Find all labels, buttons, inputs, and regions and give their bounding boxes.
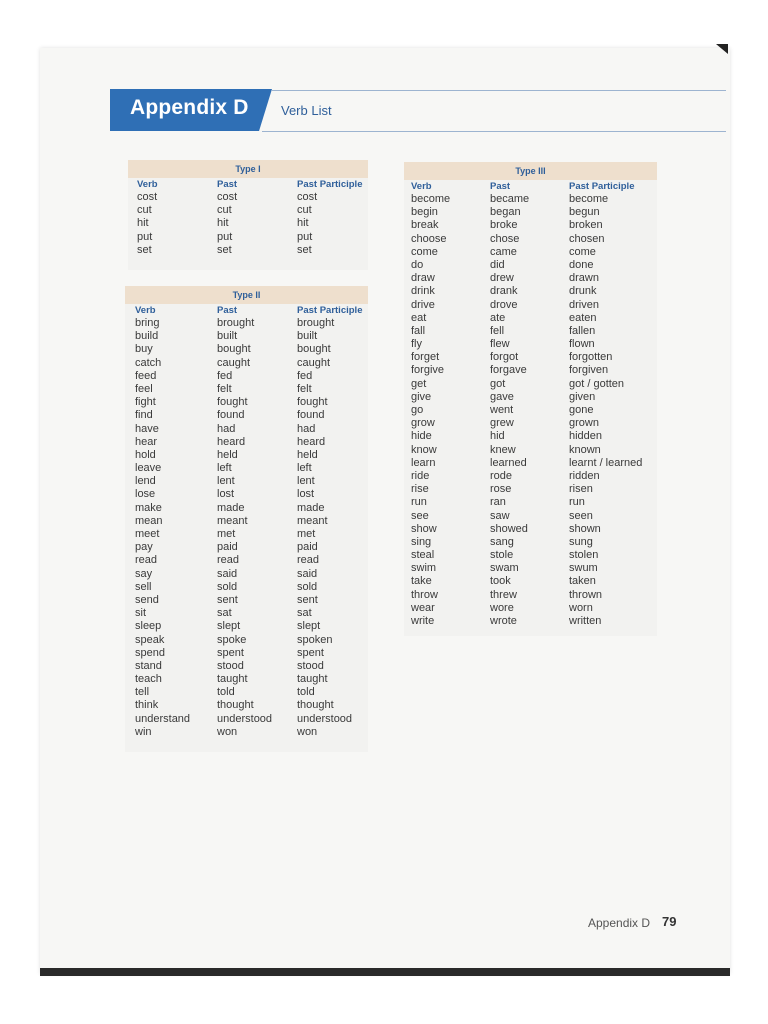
table-cell: thought [297, 699, 334, 712]
type-3-verb-column [411, 180, 450, 628]
table-cell: stood [297, 659, 324, 672]
table-cell: bought [217, 343, 251, 356]
participle-header: Past Participle [297, 179, 363, 190]
table-cell: drink [411, 285, 435, 298]
table-cell: learnt / learned [569, 456, 643, 469]
table-cell: spoken [297, 633, 333, 646]
table-cell: set [297, 243, 312, 256]
table-cell: felt [217, 382, 232, 395]
table-cell: drew [490, 272, 514, 285]
table-cell: lost [217, 488, 235, 501]
table-cell: held [297, 448, 318, 461]
table-cell: hit [217, 217, 229, 230]
type-3-title: Type III [404, 162, 657, 180]
table-cell: drunk [569, 285, 597, 298]
table-cell: have [135, 422, 159, 435]
table-cell: taught [217, 673, 248, 686]
table-cell: speak [135, 633, 165, 646]
table-cell: did [490, 258, 505, 271]
table-cell: forgave [490, 364, 527, 377]
table-cell: lend [135, 475, 156, 488]
table-cell: broken [569, 219, 603, 232]
table-cell: stole [490, 549, 514, 562]
table-cell: stood [217, 659, 244, 672]
table-cell: grow [411, 417, 435, 430]
table-cell: knew [490, 443, 516, 456]
past-header: Past [217, 179, 238, 190]
table-cell: went [490, 404, 514, 416]
table-cell: draw [411, 272, 435, 285]
table-cell: ride [411, 469, 430, 482]
table-cell: sold [217, 580, 238, 593]
type-1-past-column [217, 178, 237, 257]
table-cell: bought [297, 343, 331, 356]
table-cell: rise [411, 483, 429, 496]
type-1-title: Type I [128, 160, 368, 178]
table-cell: sent [297, 593, 318, 606]
table-cell: learned [490, 456, 527, 469]
table-cell: set [217, 243, 232, 256]
table-cell: had [297, 422, 316, 435]
participle-header: Past Participle [297, 305, 363, 316]
table-cell: began [490, 206, 521, 219]
table-cell: given [569, 390, 596, 403]
table-cell: begin [411, 206, 438, 219]
table-cell: catch [135, 356, 162, 369]
table-cell: hid [490, 430, 505, 443]
table-cell: hit [137, 217, 149, 230]
type-2-participle-column [297, 304, 362, 739]
table-cell: build [135, 330, 159, 343]
table-cell: swam [490, 562, 519, 575]
table-cell: buy [135, 343, 153, 356]
table-cell: flew [490, 338, 510, 351]
table-cell: lent [217, 475, 235, 488]
table-cell: drove [490, 298, 518, 311]
table-cell: hit [297, 217, 309, 230]
type-2-table [125, 286, 368, 752]
table-cell: said [217, 567, 238, 580]
table-cell: stand [135, 659, 162, 672]
table-cell: forget [411, 351, 440, 364]
table-cell: see [411, 509, 429, 522]
table-cell: stolen [569, 549, 599, 562]
table-cell: cost [297, 191, 318, 203]
table-cell: rode [490, 469, 513, 482]
page-bottom-edge [40, 968, 730, 976]
table-cell: make [135, 501, 162, 514]
table-cell: built [217, 330, 238, 343]
table-cell: eaten [569, 311, 597, 324]
type-2-title: Type II [125, 286, 368, 304]
table-cell: met [297, 528, 316, 540]
past-list [217, 317, 272, 739]
table-cell: showed [490, 522, 528, 535]
table-cell: hear [135, 435, 158, 448]
table-cell: learn [411, 456, 436, 469]
table-cell: ran [490, 496, 506, 509]
type-2-verb-column [135, 304, 190, 739]
table-cell: spent [217, 646, 244, 659]
table-cell: drank [490, 285, 518, 298]
table-cell: fell [490, 324, 505, 337]
table-cell: do [411, 258, 424, 271]
table-cell: seen [569, 509, 593, 522]
table-cell: give [411, 390, 432, 403]
page-number: 79 [662, 914, 677, 929]
table-cell: hold [135, 448, 156, 461]
table-cell: take [411, 575, 432, 588]
table-cell: paid [297, 541, 318, 554]
table-cell: sold [297, 580, 318, 593]
table-cell: fought [297, 396, 328, 409]
table-cell: gone [569, 404, 594, 416]
table-cell: spend [135, 646, 165, 659]
table-cell: come [411, 245, 438, 258]
table-cell: caught [217, 356, 251, 369]
table-cell: ate [490, 311, 506, 324]
type-1-verb-column [137, 178, 158, 257]
table-cell: put [137, 230, 153, 243]
past-list [490, 193, 529, 628]
table-cell: fallen [569, 324, 596, 337]
table-cell: bring [135, 317, 160, 329]
table-cell: taught [297, 673, 328, 686]
table-cell: broke [490, 219, 518, 232]
table-cell: known [569, 443, 601, 456]
table-cell: come [569, 245, 596, 258]
table-cell: slept [297, 620, 321, 633]
table-cell: say [135, 567, 153, 580]
verb-header: Verb [137, 179, 158, 190]
table-cell: put [297, 230, 313, 243]
table-cell: fall [411, 324, 426, 337]
table-cell: worn [569, 601, 593, 614]
appendix-title: Appendix D [130, 96, 249, 119]
table-cell: drawn [569, 272, 599, 285]
verb-list [135, 317, 190, 739]
table-cell: held [217, 448, 238, 461]
table-cell: left [217, 462, 232, 475]
table-cell: begun [569, 206, 600, 219]
table-cell: wrote [490, 615, 517, 627]
past-list [217, 191, 237, 257]
type-1-participle-column [297, 178, 362, 257]
type-2-past-column [217, 304, 272, 739]
table-cell: fly [411, 338, 422, 351]
appendix-subtitle: Verb List [281, 103, 332, 118]
table-cell: told [297, 686, 315, 699]
table-cell: wore [490, 601, 514, 614]
table-cell: know [411, 443, 437, 456]
table-cell: swim [411, 562, 437, 575]
table-cell: meet [135, 528, 160, 540]
table-cell: got [490, 377, 506, 390]
table-cell: had [217, 422, 236, 435]
table-cell: pay [135, 541, 153, 554]
table-cell: set [137, 243, 152, 256]
past-header: Past [217, 305, 238, 316]
table-cell: drive [411, 298, 435, 311]
table-cell: sent [217, 593, 238, 606]
table-cell: lost [297, 488, 315, 501]
table-cell: read [217, 554, 240, 567]
table-cell: chose [490, 232, 520, 245]
table-cell: become [569, 193, 609, 205]
participle-list [569, 193, 642, 628]
table-cell: caught [297, 356, 331, 369]
table-cell: risen [569, 483, 593, 496]
table-cell: written [569, 615, 602, 627]
table-cell: threw [490, 588, 517, 601]
table-cell: hide [411, 430, 432, 443]
table-cell: brought [217, 317, 255, 329]
table-cell: leave [135, 462, 162, 475]
table-cell: done [569, 258, 594, 271]
table-cell: fought [217, 396, 248, 409]
table-cell: get [411, 377, 427, 390]
table-cell: tell [135, 686, 150, 699]
table-cell: steal [411, 549, 435, 562]
verb-list [137, 191, 158, 257]
table-cell: gave [490, 390, 514, 403]
table-cell: forgiven [569, 364, 609, 377]
table-cell: won [297, 725, 318, 738]
table-cell: sat [217, 607, 232, 620]
table-cell: brought [297, 317, 335, 329]
table-cell: read [297, 554, 320, 567]
table-cell: sit [135, 607, 146, 620]
table-cell: saw [490, 509, 510, 522]
type-3-past-column [490, 180, 529, 628]
verb-header: Verb [135, 305, 156, 316]
past-header: Past [490, 181, 511, 192]
table-cell: throw [411, 588, 438, 601]
table-cell: send [135, 593, 159, 606]
table-cell: sung [569, 535, 593, 548]
table-cell: cut [137, 204, 152, 217]
verb-list [411, 193, 450, 628]
table-cell: write [411, 615, 435, 627]
verb-header: Verb [411, 181, 432, 192]
participle-header: Past Participle [569, 181, 635, 192]
table-cell: paid [217, 541, 238, 554]
table-cell: spoke [217, 633, 247, 646]
table-cell: made [297, 501, 325, 514]
table-cell: sang [490, 535, 514, 548]
table-cell: hidden [569, 430, 603, 443]
type-3-participle-column [569, 180, 642, 628]
table-cell: left [297, 462, 312, 475]
table-cell: driven [569, 298, 599, 311]
table-cell: feed [135, 369, 157, 382]
table-cell: fed [297, 369, 313, 382]
table-cell: ridden [569, 469, 600, 482]
table-cell: cost [217, 191, 238, 203]
table-cell: teach [135, 673, 162, 686]
table-cell: put [217, 230, 233, 243]
table-cell: meant [217, 514, 248, 527]
table-cell: flown [569, 338, 595, 351]
table-cell: meant [297, 514, 328, 527]
table-cell: choose [411, 232, 447, 245]
table-cell: made [217, 501, 245, 514]
table-cell: found [297, 409, 325, 422]
table-cell: sat [297, 607, 312, 620]
table-cell: met [217, 528, 236, 540]
footer-label: Appendix D [588, 916, 651, 930]
table-cell: run [411, 496, 427, 509]
table-cell: rose [490, 483, 512, 496]
table-cell: feel [135, 382, 153, 395]
header-rule-bottom [262, 131, 726, 132]
table-cell: said [297, 567, 318, 580]
table-cell: heard [297, 435, 326, 448]
table-cell: find [135, 409, 153, 422]
table-cell: understood [297, 712, 353, 725]
table-cell: felt [297, 382, 312, 395]
table-cell: understood [217, 712, 273, 725]
table-cell: mean [135, 514, 163, 527]
table-cell: got / gotten [569, 377, 625, 390]
table-cell: told [217, 686, 235, 699]
table-cell: found [217, 409, 245, 422]
table-cell: came [490, 245, 517, 258]
table-cell: thrown [569, 588, 603, 601]
table-cell: built [297, 330, 318, 343]
table-cell: grew [490, 417, 514, 430]
table-cell: wear [411, 601, 435, 614]
table-cell: win [135, 725, 152, 738]
table-cell: thought [217, 699, 254, 712]
table-cell: go [411, 404, 424, 416]
table-cell: took [490, 575, 511, 588]
table-cell: cut [297, 204, 312, 217]
table-cell: won [217, 725, 238, 738]
header-rule-top [272, 90, 726, 91]
table-cell: fed [217, 369, 233, 382]
type-1-table [128, 160, 368, 270]
table-cell: chosen [569, 232, 605, 245]
table-cell: sell [135, 580, 152, 593]
table-cell: break [411, 219, 439, 232]
table-cell: lent [297, 475, 315, 488]
participle-list [297, 317, 362, 739]
table-cell: became [490, 193, 530, 205]
table-cell: eat [411, 311, 427, 324]
table-cell: think [135, 699, 159, 712]
table-cell: forgot [490, 351, 519, 364]
table-cell: swum [569, 562, 598, 575]
table-cell: fight [135, 396, 156, 409]
table-cell: understand [135, 712, 191, 725]
table-cell: cut [217, 204, 232, 217]
table-cell: lose [135, 488, 156, 501]
table-cell: forgotten [569, 351, 613, 364]
table-cell: cost [137, 191, 158, 203]
table-cell: sing [411, 535, 432, 548]
table-cell: heard [217, 435, 246, 448]
table-cell: forgive [411, 364, 445, 377]
table-cell: spent [297, 646, 324, 659]
table-cell: read [135, 554, 158, 567]
participle-list [297, 191, 362, 257]
table-cell: show [411, 522, 437, 535]
table-cell: taken [569, 575, 596, 588]
type-3-table [404, 162, 657, 636]
table-cell: become [411, 193, 451, 205]
table-cell: shown [569, 522, 601, 535]
table-cell: run [569, 496, 585, 509]
table-cell: sleep [135, 620, 162, 633]
table-cell: slept [217, 620, 241, 633]
table-cell: grown [569, 417, 599, 430]
